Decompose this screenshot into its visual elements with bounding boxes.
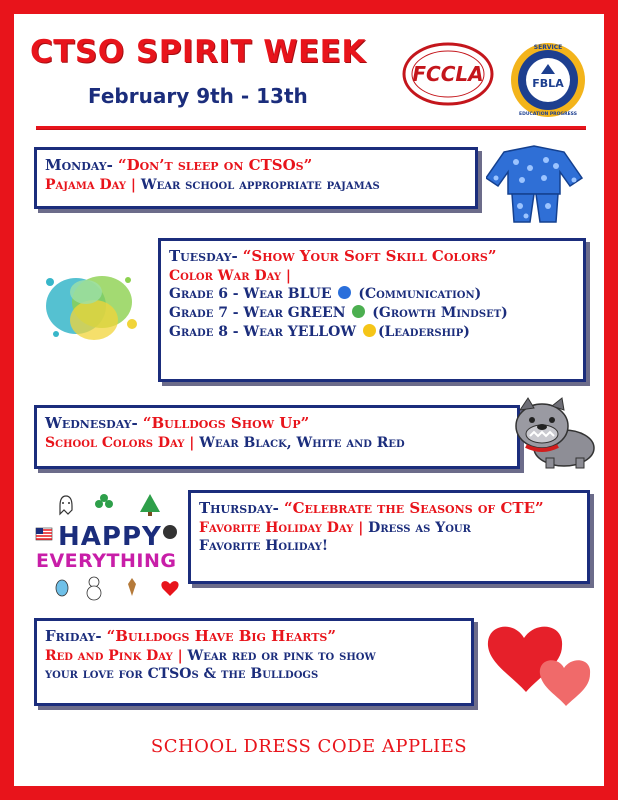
tuesday-day: Tuesday- [169,247,238,265]
happy-word: HAPPY [58,522,162,552]
wednesday-box [34,405,520,469]
monday-box [34,147,478,209]
fbla-ring-top: SERVICE [533,44,563,51]
grade-6-line [169,285,575,304]
monday-day: Monday- [45,156,113,174]
monday-desc: Wear school appropriate pajamas [140,176,380,193]
heart-icon [161,581,178,596]
monday-theme: “Don’t sleep on CTSOs” [117,156,313,174]
friday-theme: “Bulldogs Have Big Hearts” [106,627,336,645]
wednesday-theme: “Bulldogs Show Up” [142,414,310,432]
page-title: CTSO SPIRIT WEEK [30,34,366,70]
header-divider [36,126,586,130]
thursday-box [188,490,590,584]
thursday-event: Favorite Holiday Day | [199,519,364,536]
friday-event: Red and Pink Day | [45,647,183,664]
grade-8-note: (Leadership) [377,324,470,341]
thursday-day: Thursday- [199,499,279,517]
thursday-theme: “Celebrate the Seasons of CTE” [283,499,544,517]
green-dot-icon [352,305,365,318]
grade-6-label: Grade 6 - Wear BLUE [169,286,332,303]
snowman-icon [89,577,99,587]
friday-day: Friday- [45,627,102,645]
dress-code-footer: SCHOOL DRESS CODE APPLIES [150,736,468,757]
grade-8-line [169,323,575,342]
pajama-icon [486,142,586,224]
turkey-icon [128,578,136,596]
tuesday-box [158,238,586,382]
grade-7-label: Grade 7 - Wear GREEN [169,305,346,322]
blue-dot-icon [338,286,351,299]
fbla-logo [508,40,588,120]
yellow-dot-icon [363,324,376,337]
thursday-desc: Dress as Your [368,519,471,536]
egg-icon [56,580,68,596]
grade-8-label: Grade 8 - Wear YELLOW [169,324,357,341]
ghost-icon [60,496,72,514]
fccla-logo [398,34,498,114]
wednesday-event: School Colors Day | [45,434,195,451]
wednesday-desc: Wear Black, White and Red [199,434,405,451]
bulldog-mascot-icon [506,394,598,470]
hearts-icon [484,616,594,712]
everything-word: EVERYTHING [36,550,177,572]
paint-splash-icon [36,262,144,352]
grade-7-line [169,304,575,323]
grill-icon [163,525,177,539]
monday-event: Pajama Day | [45,176,136,193]
date-range: February 9th - 13th [88,84,308,108]
shamrock-icon [95,494,113,508]
tree-icon [140,494,160,512]
friday-desc: Wear red or pink to show [187,647,376,664]
thursday-desc-2: Favorite Holiday! [199,538,329,555]
flyer-page [14,14,604,786]
tuesday-event: Color War Day | [169,267,291,284]
friday-desc-2: your love for CTSOs & the Bulldogs [45,666,319,683]
friday-box [34,618,474,706]
fbla-ring-bottom: EDUCATION PROGRESS [519,112,577,117]
happy-everything-art [32,492,184,602]
wednesday-day: Wednesday- [45,414,138,432]
fbla-logo-text: FBLA [532,77,564,90]
fccla-logo-text: FCCLA [412,62,484,86]
grade-7-note: (Growth Mindset) [372,305,508,322]
tuesday-theme: “Show Your Soft Skill Colors” [242,247,497,265]
grade-6-note: (Communication) [358,286,482,303]
